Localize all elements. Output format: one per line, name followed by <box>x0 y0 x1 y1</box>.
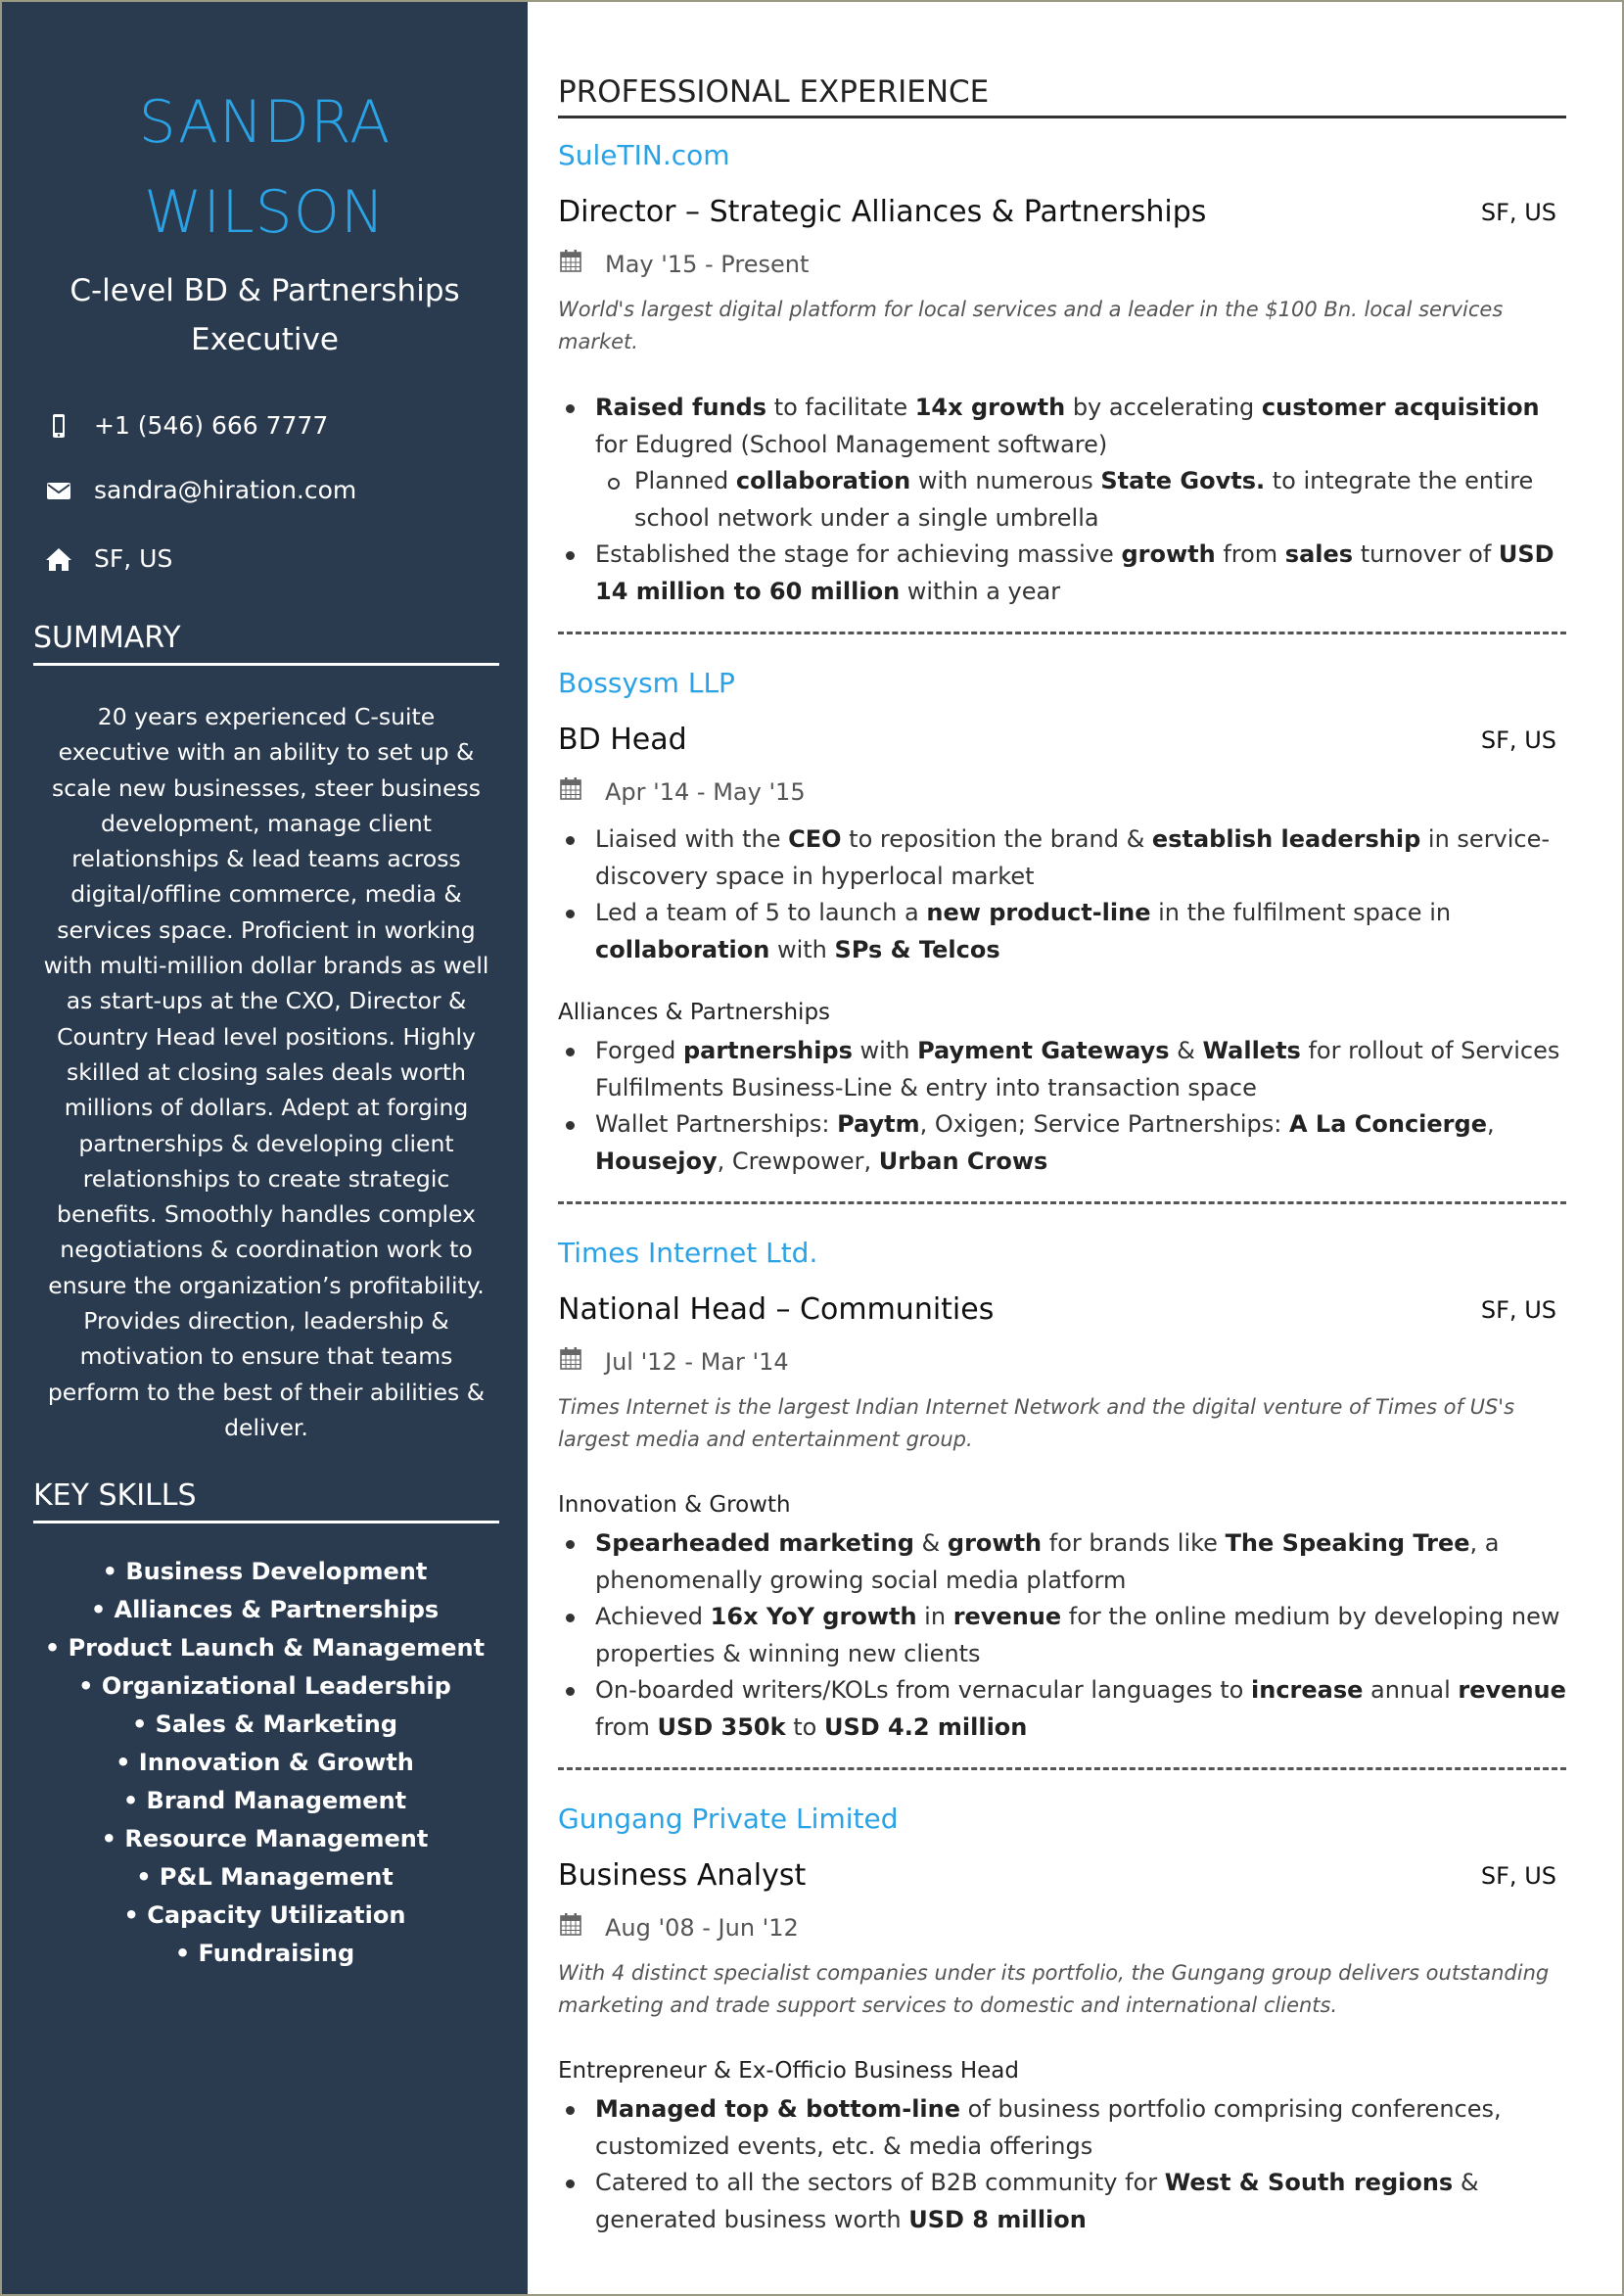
date-range: Aug '08 - Jun '12 <box>605 1914 799 1942</box>
dashed-divider <box>558 632 1566 634</box>
text: from <box>1215 540 1285 568</box>
headline-line-2: Executive <box>191 322 339 357</box>
text: of business portfolio comprising conferences, customized events, etc. & media offerings <box>595 2095 1502 2160</box>
text: & generated business worth <box>595 2169 1479 2233</box>
bold-text: A La Concierge <box>1288 1110 1487 1138</box>
text: for the online medium by developing new properties & winning new clients <box>595 1603 1560 1667</box>
bold-text: Payment Gateways <box>917 1037 1170 1064</box>
job-title: Director – Strategic Alliances & Partnerships <box>558 195 1207 229</box>
text: , Oxigen; Service Partnerships: <box>919 1110 1289 1138</box>
title-row <box>558 721 1566 760</box>
bullet-group <box>558 390 1566 610</box>
job-title: BD Head <box>558 723 687 757</box>
date-range: Apr '14 - May '15 <box>605 778 806 806</box>
company-description: With 4 distinct specialist companies under its portfolio, the Gungang group delivers outstanding marketing and trade support services to domestic and international clients. <box>558 1961 1550 2017</box>
bold-text: 16x YoY growth <box>710 1603 917 1630</box>
bullet-group <box>558 995 1566 1180</box>
headline-line-1: C-level BD & Partnerships <box>70 273 460 308</box>
job-dates <box>558 774 1566 810</box>
bold-text: Urban Crows <box>878 1147 1048 1175</box>
bold-text: collaboration <box>735 467 911 494</box>
text: & <box>1169 1037 1203 1064</box>
job-location: SF, US <box>1480 1862 1556 1890</box>
job-location: SF, US <box>1480 199 1556 226</box>
text: within a year <box>900 577 1061 605</box>
text: , <box>1486 1110 1495 1138</box>
job-entry <box>558 1234 1566 1746</box>
location-text: SF, US <box>94 544 173 573</box>
calendar-icon <box>558 1344 605 1380</box>
text: & <box>913 1529 948 1557</box>
bold-text: Raised funds <box>595 394 767 421</box>
text: to integrate the entire school network under a single umbrella <box>634 467 1534 532</box>
group-heading: Entrepreneur & Ex-Officio Business Head <box>558 2058 1019 2084</box>
text: annual <box>1363 1676 1459 1704</box>
contact-email <box>45 476 356 504</box>
job-dates <box>558 247 1566 282</box>
headline <box>2 266 528 364</box>
skills-list <box>2 1553 528 1973</box>
bold-text: Managed top & bottom-line <box>595 2095 961 2123</box>
text: to facilitate <box>766 394 915 421</box>
bold-text: collaboration <box>595 935 770 963</box>
group-heading: Alliances & Partnerships <box>558 1000 831 1025</box>
skill-item: • Business Development <box>102 1558 428 1585</box>
bold-text: Spearheaded marketing <box>595 1529 914 1557</box>
bold-text: USD 350k <box>657 1712 786 1741</box>
bullet-group <box>558 821 1566 968</box>
envelope-icon <box>45 477 72 504</box>
date-range: May '15 - Present <box>605 251 810 278</box>
bold-text: Housejoy <box>595 1147 718 1175</box>
company-description: Times Internet is the largest Indian Internet Network and the digital venture of Times of US's largest media and entertainment group. <box>558 1395 1515 1451</box>
bullet-list <box>558 1525 1566 1746</box>
group-heading: Innovation & Growth <box>558 1492 791 1518</box>
date-range: Jul '12 - Mar '14 <box>605 1348 789 1376</box>
skill-item: • Capacity Utilization <box>123 1901 406 1929</box>
bold-text: West & South regions <box>1164 2169 1454 2196</box>
text: Established the stage for achieving massive <box>595 540 1122 568</box>
calendar-icon <box>558 774 605 810</box>
skill-item: • Fundraising <box>174 1940 355 1967</box>
skill-item: • Sales & Marketing <box>131 1710 398 1738</box>
text: Liaised with the <box>595 825 789 853</box>
text: in <box>916 1603 953 1630</box>
text: to <box>785 1712 824 1741</box>
first-name: SANDRA <box>138 88 392 157</box>
job-entry <box>558 136 1566 610</box>
company-name: Gungang Private Limited <box>558 1803 899 1835</box>
bullet-item <box>558 895 1566 968</box>
skill-item: • Organizational Leadership <box>78 1672 451 1700</box>
bullet-item <box>558 2165 1566 2238</box>
job-title: National Head – Communities <box>558 1292 995 1327</box>
bullet-group <box>558 1487 1566 1746</box>
bullet-item <box>558 2091 1566 2165</box>
bullet-item <box>558 1525 1566 1599</box>
bold-text: customer acquisition <box>1261 394 1540 421</box>
text: Planned <box>634 467 736 494</box>
text: Achieved <box>595 1603 711 1630</box>
last-name: WILSON <box>144 178 386 247</box>
job-entry <box>558 664 1566 1180</box>
summary-heading: SUMMARY <box>33 621 499 666</box>
text: for brands like <box>1042 1529 1226 1557</box>
bold-text: growth <box>1121 540 1216 568</box>
job-location: SF, US <box>1480 726 1556 754</box>
bullet-list <box>558 821 1566 968</box>
calendar-icon <box>558 1910 605 1945</box>
bold-text: USD 14 million to 60 million <box>595 540 1554 605</box>
home-icon <box>45 545 72 573</box>
company-name: Bossysm LLP <box>558 667 735 699</box>
bullet-item <box>558 1033 1566 1106</box>
job-dates <box>558 1910 1566 1945</box>
calendar-icon <box>558 247 605 282</box>
text: to reposition the brand & <box>841 825 1152 853</box>
bullet-item <box>558 1599 1566 1672</box>
text: in the fulfilment space in <box>1150 899 1452 926</box>
sidebar <box>2 2 528 2294</box>
text: Wallet Partnerships: <box>595 1110 838 1138</box>
bullet-item <box>558 1672 1566 1746</box>
text: with <box>769 935 835 963</box>
bold-text: establish leadership <box>1151 825 1421 853</box>
bold-text: Wallets <box>1202 1037 1301 1064</box>
skill-item: • Resource Management <box>101 1825 429 1852</box>
text: Forged <box>595 1037 683 1064</box>
email-text: sandra@hiration.com <box>94 476 357 504</box>
bold-text: growth <box>947 1529 1043 1557</box>
skill-item: • Alliances & Partnerships <box>90 1596 440 1623</box>
text: with numerous <box>910 467 1101 494</box>
dashed-divider <box>558 1201 1566 1204</box>
phone-text: +1 (546) 666 7777 <box>94 411 329 440</box>
bold-text: SPs & Telcos <box>834 935 1000 963</box>
job-entry <box>558 1800 1566 2238</box>
main-content <box>558 74 1566 2238</box>
title-row <box>558 193 1566 232</box>
text: with <box>852 1037 918 1064</box>
bold-text: new product-line <box>926 899 1151 926</box>
experience-heading: PROFESSIONAL EXPERIENCE <box>558 74 1566 118</box>
text: On-boarded writers/KOLs from vernacular languages to <box>595 1676 1251 1704</box>
text: for Edugred (School Management software) <box>595 430 1108 458</box>
bold-text: partnerships <box>682 1037 853 1064</box>
contact-phone <box>45 411 328 440</box>
text: for rollout of Services Fulfilments Business-Line & entry into transaction space <box>595 1037 1560 1101</box>
title-row <box>558 1856 1566 1896</box>
bold-text: USD 4.2 million <box>823 1712 1028 1741</box>
title-row <box>558 1290 1566 1330</box>
company-name: SuleTIN.com <box>558 139 730 171</box>
skills-heading: KEY SKILLS <box>33 1478 499 1523</box>
text: turnover of <box>1353 540 1499 568</box>
bold-text: USD 8 million <box>908 2205 1087 2233</box>
bold-text: Paytm <box>837 1110 920 1138</box>
bold-text: revenue <box>1458 1676 1566 1704</box>
job-dates <box>558 1344 1566 1380</box>
dashed-divider <box>558 1767 1566 1770</box>
bold-text: State Govts. <box>1100 467 1266 494</box>
text: , Crewpower, <box>717 1147 879 1175</box>
bullet-item <box>558 390 1566 537</box>
bullet-item <box>558 821 1566 895</box>
text: by accelerating <box>1065 394 1262 421</box>
jobs-list <box>558 136 1566 2238</box>
bullet-list <box>558 390 1566 610</box>
bullet-item <box>558 1106 1566 1180</box>
bold-text: increase <box>1251 1676 1364 1704</box>
phone-icon <box>45 412 72 440</box>
bold-text: sales <box>1284 540 1354 568</box>
bold-text: revenue <box>952 1603 1062 1630</box>
skill-item: • Innovation & Growth <box>116 1749 414 1776</box>
skill-item: • Brand Management <box>122 1787 407 1814</box>
company-name: Times Internet Ltd. <box>558 1237 818 1269</box>
company-description: World's largest digital platform for local services and a leader in the $100 Bn. local services market. <box>558 298 1504 353</box>
text: Catered to all the sectors of B2B community for <box>595 2169 1165 2196</box>
bullet-list <box>558 2091 1566 2238</box>
text: Led a team of 5 to launch a <box>595 899 927 926</box>
text: from <box>595 1712 658 1741</box>
bullet-list <box>558 1033 1566 1180</box>
bold-text: The Speaking Tree <box>1225 1529 1470 1557</box>
bold-text: CEO <box>788 825 842 853</box>
skill-item: • Product Launch & Management <box>44 1634 486 1662</box>
text: in service-discovery space in hyperlocal market <box>595 825 1551 890</box>
job-title: Business Analyst <box>558 1858 807 1893</box>
contact-location <box>45 544 172 573</box>
bullet-item <box>558 537 1566 610</box>
skill-item: • P&L Management <box>136 1863 394 1891</box>
sub-bullet-list <box>595 463 1566 537</box>
bold-text: 14x growth <box>914 394 1066 421</box>
bullet-group <box>558 2053 1566 2238</box>
summary-text: 20 years experienced C-suite executive with an ability to set up & scale new businesses, steer business development, manage client relationships & lead teams across digital/offline commerce, media & services space. Proficient in working with multi-million dollar brands as well as start-ups at the CXO, Director & Country Head level positions. Highly skilled at closing sales deals worth millions of dollars. Adept at forging partnerships & developing client relationships to create strategic benefits. Smoothly handles complex negotiations & coordination work to ensure the organization’s profitability. Provides direction, leadership & motivation to ensure that teams perform to the best of their abilities & deliver. <box>43 703 489 1441</box>
sub-bullet-item <box>595 463 1566 537</box>
text: , a phenomenally growing social media platform <box>595 1529 1500 1594</box>
job-location: SF, US <box>1480 1296 1556 1324</box>
